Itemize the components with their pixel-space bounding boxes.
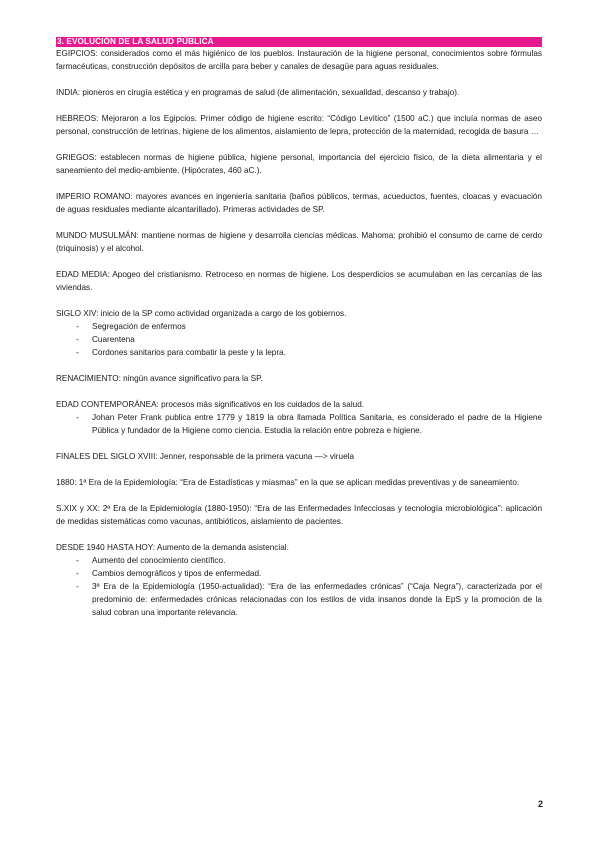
- entry-finales-siglo-xviii: FINALES DEL SIGLO XVIII: Jenner, responsable de la primera vacuna —> viruela: [56, 452, 355, 461]
- desde-1940-block: [56, 541, 542, 619]
- list-item: - Aumento del conocimiento científico.: [76, 556, 226, 565]
- entry-renacimiento: RENACIMIENTO: ningún avance significativo para la SP.: [56, 374, 263, 383]
- list-item: - Cambios demográficos y tipos de enfermedad.: [76, 569, 262, 578]
- entry-imperio-romano: IMPERIO ROMANO: mayores avances en ingeniería sanitaria (baños públicos, termas, acueductos, fuentes, cloacas y evacuación de aguas residuales mediante alcantarillado). Primeras actividades de SP.: [56, 192, 542, 214]
- page-number: 2: [537, 799, 543, 809]
- list-marker: -: [76, 582, 79, 591]
- list-marker: -: [76, 322, 79, 331]
- entry-griegos: GRIEGOS: establecen normas de higiene pública, higiene personal, importancia del ejercicio físico, de la dieta alimentaria y el saneamiento del medio-ambiente. (Hipócrates, 460 aC.).: [56, 153, 542, 175]
- edad-contemporanea-block: [56, 398, 542, 437]
- entry-1880: 1880: 1ª Era de la Epidemiología: “Era de Estadísticas y miasmas” en la que se aplican medidas preventivas y de saneamiento.: [56, 478, 520, 487]
- entry-edad-media: EDAD MEDIA: Apogeo del cristianismo. Retroceso en normas de higiene. Los desperdicios se acumulaban en las cercanías de las viviendas.: [56, 270, 542, 292]
- list-item: - Cuarentena: [76, 335, 135, 344]
- edad-contemporanea-list: [56, 411, 542, 437]
- desde-1940-list: [56, 554, 542, 619]
- list-item: - Johan Peter Frank publica entre 1779 y 1819 la obra llamada Política Sanitaria, es considerado el padre de la Higiene Pública y fundador de la Higiene como ciencia. Estudia la relación entre pobreza e higiene.: [76, 413, 542, 435]
- entry-mundo-musulman: MUNDO MUSULMÁN: mantiene normas de higiene y desarrolla ciencias médicas. Mahoma: prohibió el consumo de carne de cerdo (triquinosis) y el alcohol.: [56, 231, 542, 253]
- entry-india: INDIA: pioneros en cirugía estética y en programas de salud (de alimentación, sexualidad, descanso y trabajo).: [56, 88, 460, 97]
- document-page: [56, 37, 542, 619]
- list-marker: -: [76, 335, 79, 344]
- list-marker: -: [76, 556, 79, 565]
- entry-sxix-xx: S.XIX y XX: 2ª Era de la Epidemiología (1880-1950): “Era de las Enfermedades Infecciosas y tecnología microbiológica”: aplicación de medidas sistemáticas como vacunas, antibióticos, aislamiento de pacientes.: [56, 504, 542, 526]
- siglo-xiv-block: [56, 307, 542, 359]
- list-marker: -: [76, 413, 79, 422]
- entry-siglo-xiv: SIGLO XIV: inicio de la SP como actividad organizada a cargo de los gobiernos.: [56, 309, 347, 318]
- entry-edad-contemporanea: EDAD CONTEMPORÁNEA: procesos más significativos en los cuidados de la salud.: [56, 400, 365, 409]
- list-marker: -: [76, 348, 79, 357]
- list-item: - 3ª Era de la Epidemiología (1950-actualidad): “Era de las enfermedades crónicas” (“Caja Negra”), caracterizada por el predominio de: enfermedades crónicas relacionadas con los estilos de vida insanos donde la EpS y la promoción de la salud cobran una importante relevancia.: [76, 582, 542, 617]
- list-item: - Segregación de enfermos: [76, 322, 186, 331]
- section-title: 3. EVOLUCIÓN DE LA SALUD PÚBLICA: [56, 37, 542, 47]
- list-item: - Cordones sanitarios para combatir la peste y la lepra.: [76, 348, 286, 357]
- entry-desde-1940: DESDE 1940 HASTA HOY: Aumento de la demanda asistencial.: [56, 543, 289, 552]
- entry-hebreos: HEBREOS: Mejoraron a los Egipcios. Primer código de higiene escrito: “Código Levítico” (1500 aC.) que incluía normas de aseo personal, construcción de letrinas, higiene de los alimentos, aislamiento de lepra, protección de la maternidad, recogida de basura …: [56, 114, 542, 136]
- siglo-xiv-list: [56, 320, 542, 359]
- entry-egipcios: EGIPCIOS: considerados como el más higiénico de los pueblos. Instauración de la higiene personal, conocimientos sobre fórmulas farmacéuticas, construcción depósitos de arcilla para beber y canales de desagüe para aguas residuales.: [56, 49, 542, 71]
- list-marker: -: [76, 569, 79, 578]
